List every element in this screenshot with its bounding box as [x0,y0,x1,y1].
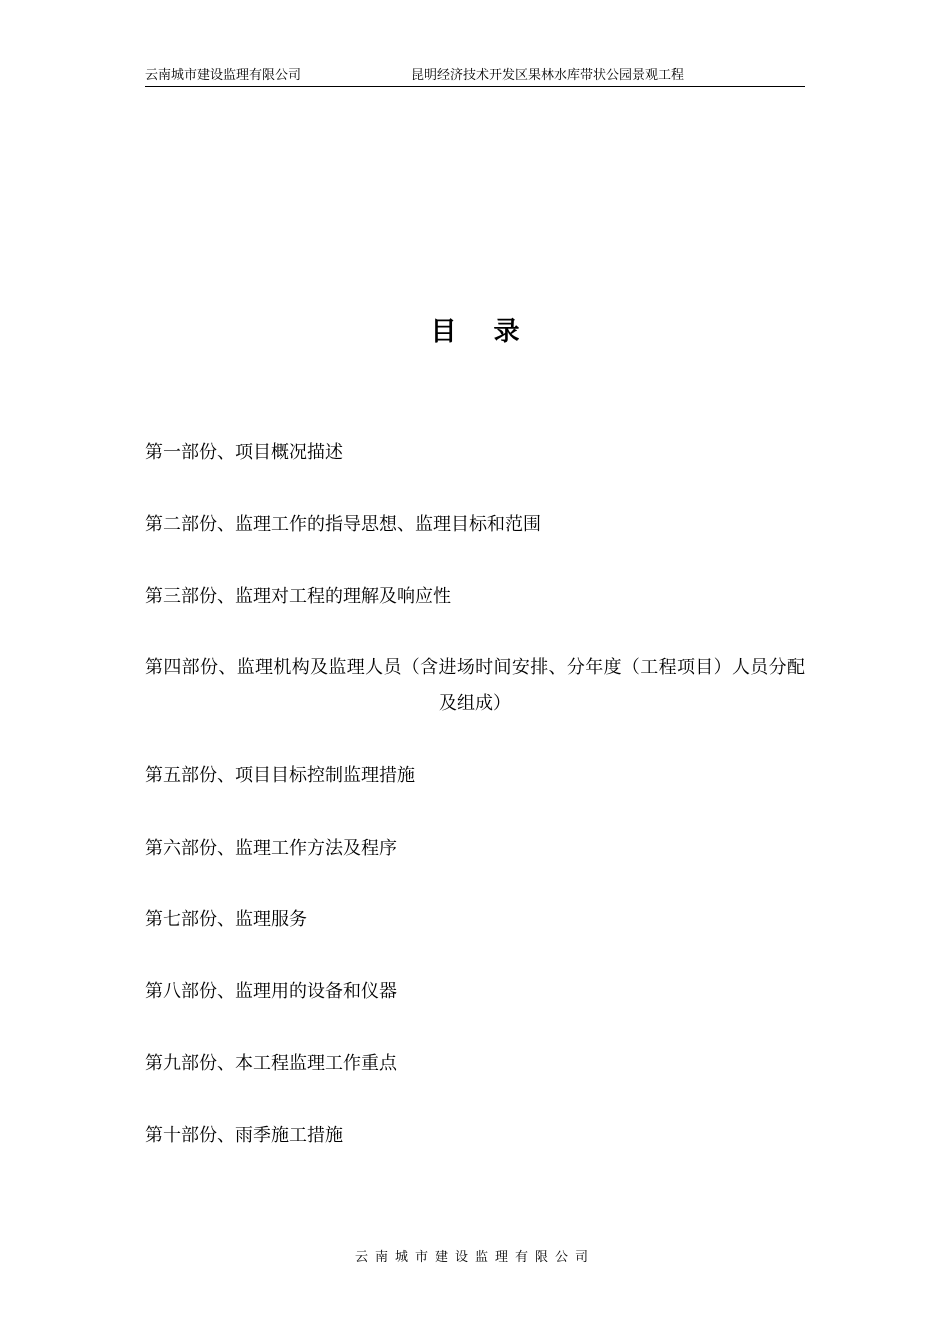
page-title: 目 录 [430,317,534,347]
toc-item-3: 第三部份、监理对工程的理解及响应性 [145,586,451,607]
header-company: 云南城市建设监理有限公司 [145,68,302,83]
toc-item-7: 第七部份、监理服务 [145,909,307,930]
toc-item-1: 第一部份、项目概况描述 [145,442,343,463]
page-footer: 云南城市建设监理有限公司 [354,1250,595,1265]
toc-item-10: 第十部份、雨季施工措施 [145,1125,343,1146]
toc-item-5: 第五部份、项目目标控制监理措施 [145,765,415,786]
page-header [145,66,805,87]
header-project: 昆明经济技术开发区果林水库带状公园景观工程 [411,68,685,83]
toc-item-8: 第八部份、监理用的设备和仪器 [145,981,397,1002]
toc-item-2: 第二部份、监理工作的指导思想、监理目标和范围 [145,514,541,535]
toc-item-6: 第六部份、监理工作方法及程序 [145,838,397,859]
toc-item-9: 第九部份、本工程监理工作重点 [145,1053,397,1074]
toc-item-4: 第四部份、监理机构及监理人员（含进场时间安排、分年度（工程项目）人员分配及组成） [145,657,805,714]
